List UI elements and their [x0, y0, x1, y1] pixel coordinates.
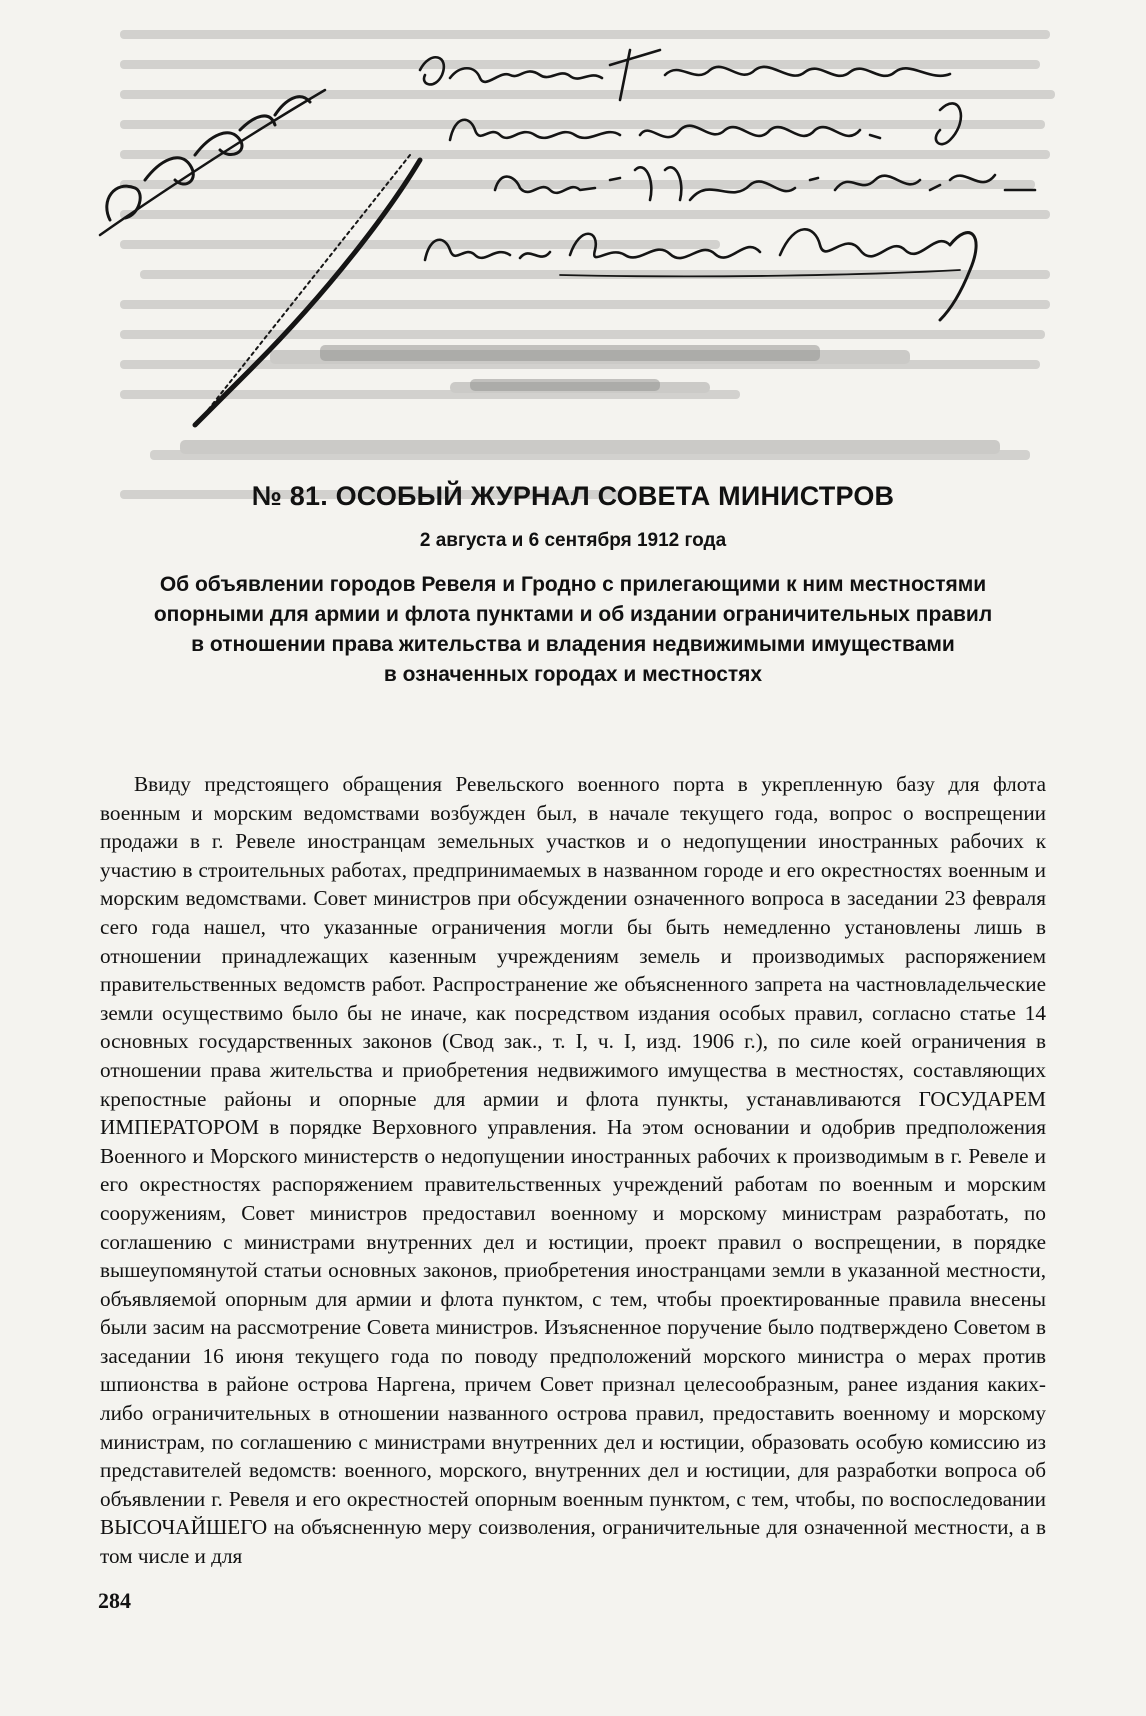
subject-line: Об объявлении городов Ревеля и Гродно с прилегающими к ним местностями — [159, 573, 987, 596]
document-date: 2 августа и 6 сентября 1912 года — [419, 530, 727, 551]
document-title: № 81. ОСОБЫЙ ЖУРНАЛ СОВЕТА МИНИСТРОВ — [251, 481, 895, 511]
page-number: 284 — [98, 1588, 131, 1613]
document-subject — [100, 570, 1046, 690]
subject-line: опорными для армии и флота пунктами и об издании ограничительных правил — [153, 603, 993, 626]
document-heading — [100, 478, 1046, 690]
subject-line: в означенных городах и местностях — [383, 663, 763, 686]
body-paragraph: Ввиду предстоящего обращения Ревельского военного порта в укрепленную базу для флота военным и морским ведомствами возбужден был, в начале текущего года, вопрос о воспрещении продажи в г. Ревеле иностранцам земельных участков и о недопущении иностранных рабочих к участию в строительных работах, предпринимаемых в названном городе и его окрестностях военным и морским ведомствами. Совет министров при обсуждении означенного вопроса в заседании 23 февраля сего года нашел, что указанные ограничения могли бы быть немедленно установлены лишь в отношении принадлежащих казенным учреждениям земель и производимых распоряжением правительственных ведомств работ. Распространение же объясненного запрета на частновладельческие земли осуществимо было бы не иначе, как посредством издания особых правил, согласно статье 14 основных государственных законов (Свод зак., т. I, ч. I, изд. 1906 г.), по силе коей ограничения в отношении права жительства и приобретения недвижимого имущества в местностях, составляющих крепостные районы и опорные для армии и флота пункты, устанавливаются ГОСУДАРЕМ ИМПЕРАТОРОМ в порядке Верховного управления. На этом основании и одобрив предположения Военного и Морского министерств о недопущении иностранных рабочих к производимым в г. Ревеле и его окрестностях распоряжением правительственных учреждений работам по военным и морским сооружениям, Совет министров предоставил военному и морскому министрам разработать, по соглашению с министрами внутренних дел и юстиции, проект правил о воспрещении, в порядке вышеупомянутой статьи основных законов, приобретения иностранцами земли в указанной местности, объявляемой опорным для армии и флота пунктом, с тем, чтобы проектированные правила внесены были засим на рассмотрение Совета министров. Изъясненное поручение было подтверждено Советом в заседании 16 июня текущего года по поводу предположений морского министра о мерах против шпионства в районе острова Наргена, причем Совет признал целесообразным, ранее издания каких-либо ограничительных в отношении названного острова правил, предоставить военному и морскому министрам, по соглашению с министрами внутренних дел и юстиции, образовать особую комиссию из представителей ведомств: военного, морского, внутренних дел и юстиции, для разработки вопроса об объявлении г. Ревеля и его окрестностей опорным военным пунктом, с тем, чтобы, по воспоследовании ВЫСОЧАЙШЕГО на объясненную меру соизволения, ограничительные для означенной местности, а в том числе и для — [100, 772, 1046, 1569]
reverse-heading-bleed — [170, 345, 970, 421]
subject-line: в отношении права жительства и владения недвижимыми имуществами — [191, 633, 955, 656]
